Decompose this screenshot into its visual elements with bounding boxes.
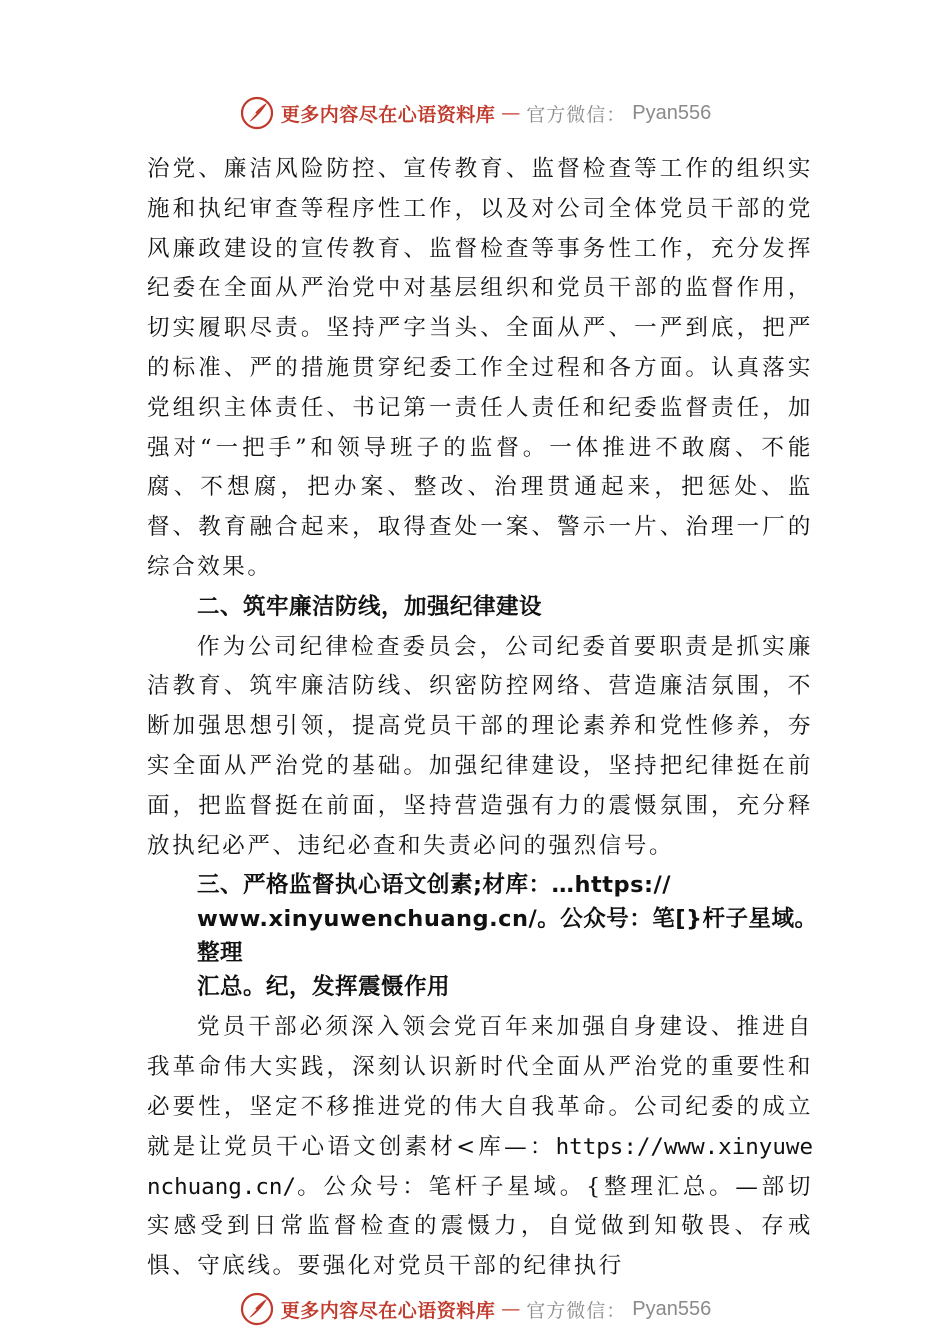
- section-heading-3-line-2: www.xinyuwenchuang.cn/。公众号：笔[}杆子星域。整理: [197, 906, 818, 967]
- banner-separator: —: [501, 102, 521, 124]
- section-heading-3: [147, 868, 837, 1004]
- footer-watermark-banner: [0, 1289, 950, 1329]
- paragraph-3-text-b: 。公众号：笔杆子星域。{整理汇总。—部切实感受到日常监督检查的震慑力，自觉做到知敬畏、存戒惧、守底线。要强化对党员干部的纪律执行: [147, 1173, 813, 1280]
- section-heading-3-line-1: 三、严格监督执心语文创素;材库：…https://: [197, 872, 671, 899]
- wechat-label: 官方微信：: [526, 103, 627, 126]
- brand-name: 更多内容尽在心语资料库: [280, 1299, 496, 1322]
- feather-pen-logo-icon: [239, 95, 275, 131]
- paragraph-3-text-a: 党员干部必须深入领会党百年来加强自身建设、推进自我革命伟大实践，深刻认识新时代全面从严治党的重要性和必要性，坚定不移推进党的伟大自我革命。公司纪委的成立就是让党员干心语文创素材<库—：: [147, 1014, 813, 1160]
- section-heading-3-line-3: 汇总。纪，发挥震慑作用: [197, 974, 451, 1001]
- paragraph-1: 治党、廉洁风险防控、宣传教育、监督检查等工作的组织实施和执纪审查等程序性工作，以及对公司全体党员干部的党风廉政建设的宣传教育、监督检查等事务性工作，充分发挥纪委在全面从严治党中对基层组织和党员干部的监督作用，切实履职尽责。坚持严字当头、全面从严、一严到底，把严的标准、严的措施贯穿纪委工作全过程和各方面。认真落实党组织主体责任、书记第一责任人责任和纪委监督责任，加强对“一把手”和领导班子的监督。一体推进不敢腐、不能腐、不想腐，把办案、整改、治理贯通起来，把惩处、监督、教育融合起来，取得查处一案、警示一片、治理一厂的综合效果。: [147, 156, 813, 580]
- wechat-id: Pyan556: [632, 101, 712, 124]
- document-body: [147, 150, 818, 1287]
- wechat-label: 官方微信：: [526, 1299, 627, 1322]
- feather-pen-logo-icon: [239, 1291, 275, 1327]
- banner-separator: —: [501, 1298, 521, 1320]
- brand-name: 更多内容尽在心语资料库: [280, 103, 496, 126]
- section-heading-2: 二、筑牢廉洁防线，加强纪律建设: [197, 593, 543, 620]
- paragraph-2: 作为公司纪律检查委员会，公司纪委首要职责是抓实廉洁教育、筑牢廉洁防线、织密防控网络、营造廉洁氛围，不断加强思想引领，提高党员干部的理论素养和党性修养，夯实全面从严治党的基础。加强纪律建设，坚持把纪律挺在前面，把监督挺在前面，坚持营造强有力的震慑氛围，充分释放执纪必严、违纪必查和失责必问的强烈信号。: [147, 633, 813, 859]
- paragraph-3: [147, 1008, 813, 1287]
- wechat-id: Pyan556: [632, 1297, 712, 1320]
- paragraph-3-url: https://www.xinyuwenchuang.cn/: [147, 1133, 813, 1200]
- header-watermark-banner: [0, 93, 950, 133]
